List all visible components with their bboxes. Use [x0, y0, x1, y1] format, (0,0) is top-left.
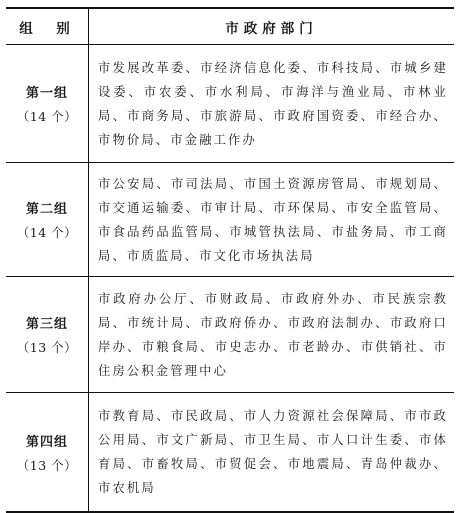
- group-name: 第四组: [25, 434, 68, 450]
- department-list: 市公安局、市司法局、市国土资源房管局、市规划局、市交通运输委、市审计局、市环保局、市安全监管局、市食品药品监管局、市城管执法局、市盐务局、市工商局、市质监局、市文化市场执法局: [98, 176, 448, 263]
- department-list: 市发展改革委、市经济信息化委、市科技局、市城乡建设委、市农委、市水利局、市海洋与渔业局、市林业局、市商务局、市旅游局、市政府国资委、市经合办、市物价局、市金融工作办: [98, 60, 448, 147]
- group-count: （13 个）: [16, 457, 78, 473]
- table-header-row: [6, 8, 454, 45]
- department-list: 市教育局、市民政局、市人力资源社会保障局、市市政公用局、市文广新局、市卫生局、市人口计生委、市体育局、市畜牧局、市贸促会、市地震局、青岛仲裁办、市农机局: [98, 409, 448, 495]
- table-row: [6, 45, 454, 163]
- group-cell: [6, 163, 89, 277]
- table-row: [6, 393, 454, 513]
- group-name: 第三组: [25, 317, 68, 332]
- group-count: （14 个）: [16, 225, 78, 240]
- department-grouping-table: [6, 7, 454, 513]
- group-cell: [6, 393, 89, 513]
- group-cell: [6, 277, 89, 393]
- department-column-header: 市政府部门: [89, 8, 455, 45]
- group-name: 第一组: [25, 86, 68, 101]
- group-cell: [6, 45, 89, 163]
- department-cell: [89, 45, 455, 163]
- department-list: 市政府办公厅、市财政局、市政府外办、市民族宗教局、市统计局、市政府侨办、市政府法制办、市政府口岸办、市粮食局、市史志办、市老龄办、市供销社、市住房公积金管理中心: [98, 291, 448, 378]
- group-name: 第二组: [25, 202, 68, 217]
- department-cell: [89, 163, 455, 277]
- table-row: [6, 277, 454, 393]
- group-count: （14 个）: [16, 109, 78, 124]
- table-row: [6, 163, 454, 277]
- department-cell: [89, 393, 455, 513]
- group-column-header: 组 别: [6, 8, 89, 45]
- group-count: （13 个）: [16, 340, 78, 355]
- department-cell: [89, 277, 455, 393]
